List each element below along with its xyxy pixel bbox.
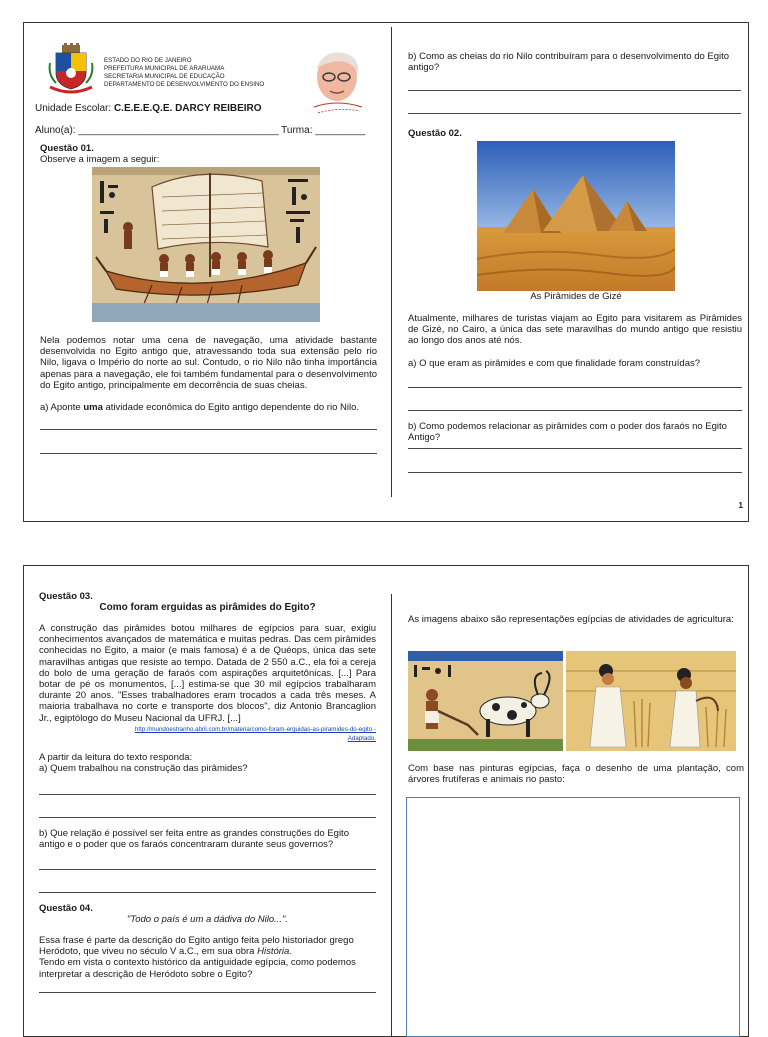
worksheet-page-2 [23,565,749,1037]
header-line: PREFEITURA MUNICIPAL DE ARARUAMA [104,65,225,72]
egyptian-boat-painting-icon [92,167,320,322]
answer-line-3b-2[interactable] [39,892,376,893]
question-1-text: Nela podemos notar uma cena de navegação, uma atividade bastante desenvolvida no Egito antigo que, atravessando toda sua extensão pelo rio Nilo, ligava o Império do norte ao sul. Contudo, o rio Nilo não tinha importância apenas para a navegação, ele foi também fundamental para o desenvolvimento do Egito antigo, principalmente em decorrência de suas cheias. [40,335,377,391]
student-name-line[interactable]: Aluno(a): ____________________________________ Turma: _________ [35,125,366,136]
drawing-area[interactable] [406,797,740,1037]
question-1a [40,402,377,413]
answer-line-3b-1[interactable] [39,869,376,870]
header-line: SECRETARIA MUNICIPAL DE EDUCAÇÃO [104,73,225,80]
school-unit [35,103,395,115]
answer-line-4-1[interactable] [39,992,376,993]
question-4-text-1-pre: Essa frase é parte da descrição do Egito antigo feita pelo historiador grego Heródoto, que viveu no século V a.C., em sua obra [39,935,354,958]
question-1a-post: atividade econômica do Egito antigo dependente do rio Nilo. [102,402,360,414]
question-2a: a) O que eram as pirâmides e com que finalidade foram construídas? [408,357,701,369]
worksheet-page-1 [23,22,749,522]
question-3b: b) Que relação é possível ser feita entre as grandes construções do Egito antigo e o poder que os faraós concentraram durante seus governos? [39,828,349,851]
source-link[interactable]: http://mundoestranho.abril.com.br/materia/como-foram-erguidas-as-piramides-do-egito - [134,725,376,733]
coat-of-arms-icon [48,43,94,95]
page1-left-column-lower [40,335,377,454]
answer-line-1a-1[interactable] [40,429,377,430]
question-1-prompt: Observe a imagem a seguir: [40,154,160,166]
page1-left-column [40,143,375,165]
school-unit-name: C.E.E.E.Q.E. DARCY REIBEIRO [113,103,262,114]
question-2-title: Questão 02. [408,128,462,140]
answer-line-2b-2[interactable] [408,472,742,473]
answer-line-1b-2[interactable] [408,113,741,114]
question-3-text: A construção das pirâmides botou milhares de egípcios para suar, exigiu conhecimentos avançados de matemática e muitas pedras. Das cem pirâmides conhecidas no Egito, a maior (e mais famosa) é a de Quéops, única das sete maravilhas antigas que resiste ao tempo. Datada de 2 550 a.C., ela foi a cereja do bolo de uma geração de faraós com aspirações arquitetônicas. [...] Para botar de pé os monumentos, [...] estima-se que 30 mil egípcios trabalharam durante 20 anos. "Esses trabalhadores eram trocados a cada três meses. A maioria trabalhava no corte e transporte dos blocos", diz Antonio Brancaglion Jr., egiptólogo do Museu Nacional da UFRJ. [...] [39,623,376,724]
header-institution [104,57,314,89]
page1-right-column [408,51,741,140]
question-1a-bold: uma [83,402,103,414]
answer-line-2a-1[interactable] [408,387,742,388]
question-4-title: Questão 04. [39,902,93,914]
question-3-title: Questão 03. [39,591,93,602]
egyptian-harvest-painting-icon [566,651,736,751]
answer-line-3a-1[interactable] [39,794,376,795]
answer-line-1a-2[interactable] [40,453,377,454]
answer-line-1b-1[interactable] [408,90,741,91]
header-line: DEPARTAMENTO DE DESENVOLVIMENTO DO ENSINO [104,81,265,88]
school-unit-label: Unidade Escolar: [35,103,112,114]
drawing-task: Com base nas pinturas egípcias, faça o desenho de uma plantação, com árvores frutíferas e animais no pasto: [408,763,744,786]
source-adapted: Adaptado. [347,734,376,742]
pyramids-caption: As Pirâmides de Gizé [530,291,622,302]
page2-left-column [39,591,376,993]
question-2b: b) Como podemos relacionar as pirâmides com o poder dos faraós no Egito Antigo? [408,420,727,444]
question-1b: b) Como as cheias do rio Nilo contribuíram para o desenvolvimento do Egito antigo? [408,51,730,74]
column-divider-2 [391,594,392,1036]
answer-line-2a-2[interactable] [408,410,742,411]
question-1-title: Questão 01. [40,143,94,154]
question-4-text-1-em: História [257,946,290,958]
header-line: ESTADO DO RIO DE JANEIRO [104,57,192,64]
question-4-text-1-post: . [289,946,292,958]
page2-right-column [408,614,744,625]
column-divider [391,27,392,497]
answer-line-2b-1[interactable] [408,448,742,449]
egyptian-plowing-painting-icon [408,651,563,751]
page-number: 1 [738,501,743,510]
page1-right-column-lower [408,313,742,473]
question-4-text-1 [39,935,376,957]
question-3-heading: Como foram erguidas as pirâmides do Egito? [99,602,316,614]
page2-right-column-task [408,763,744,785]
answer-line-3a-2[interactable] [39,817,376,818]
question-4-quote: "Todo o país é um a dádiva do Nilo...". [126,913,289,925]
source-citation [39,725,376,743]
agriculture-intro: As imagens abaixo são representações egípcias de atividades de agricultura: [408,614,734,625]
giza-pyramids-photo-icon [477,141,675,291]
question-3a: a) Quem trabalhou na construção das pirâmides? [39,763,248,775]
question-3-intro: A partir da leitura do texto responda: [39,751,193,763]
question-2-text: Atualmente, milhares de turistas viajam ao Egito para visitarem as Pirâmides de Gizé, no Cairo, a única das sete maravilhas do mundo antigo que resistiu ao longo dos anos até nós. [408,313,742,347]
question-4-text-2: Tendo em vista o contexto histórico da antiguidade egípcia, como podemos interpretar a descrição de Heródoto sobre o Egito? [39,957,356,980]
question-1a-pre: a) Aponte [40,402,84,414]
